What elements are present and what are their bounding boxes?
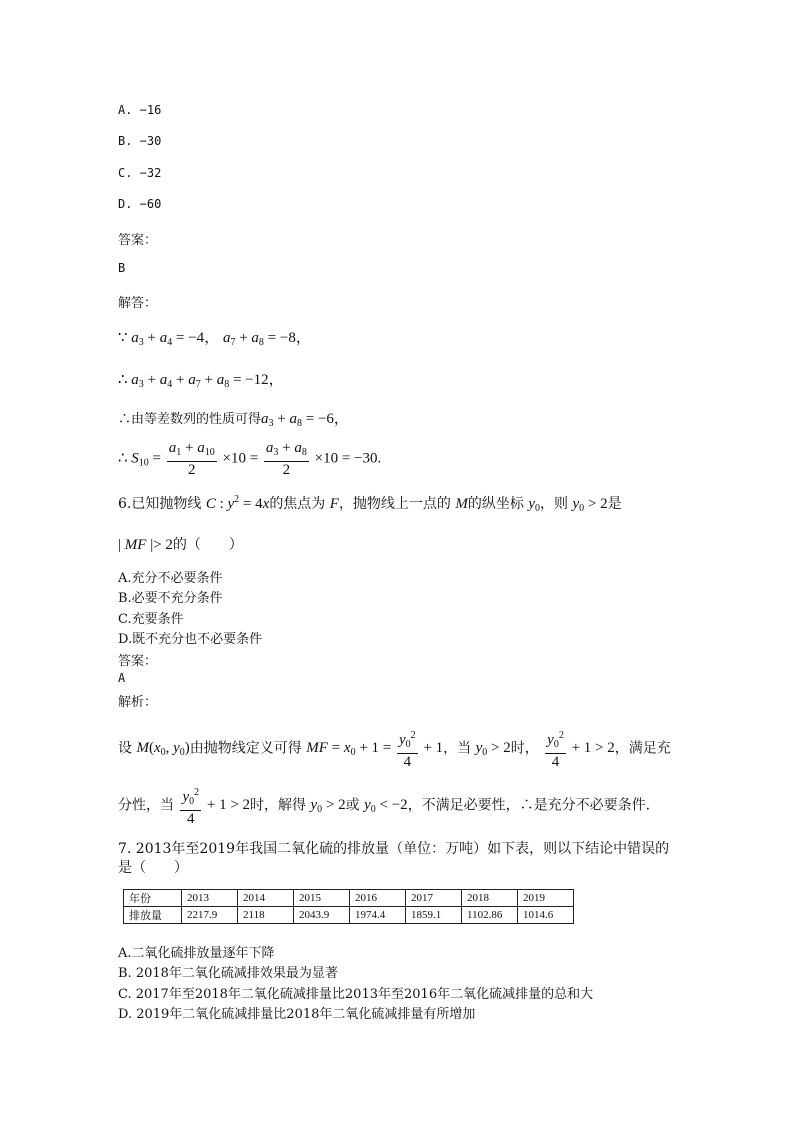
solution-step-1: ∵ $a_3 + a_4 = -4$， $a_7 + a_8 = -8$，	[118, 330, 311, 348]
option-b: B. −30	[118, 134, 162, 148]
table-cell: 2019	[518, 890, 574, 907]
question-7-stem-line-2: 是（ ）	[118, 860, 188, 876]
q6-answer-value: A	[118, 671, 126, 685]
option-d: D. −60	[118, 197, 162, 211]
table-header-cell: 排放量	[124, 907, 182, 924]
q6-option-a: A.充分不必要条件	[118, 571, 223, 586]
q7-option-b: B. 2018年二氧化硫减排效果最为显著	[118, 966, 338, 981]
emission-table	[123, 889, 574, 924]
table-cell: 2013	[182, 890, 238, 907]
q7-option-a: A.二氧化硫排放量逐年下降	[118, 946, 275, 961]
question-7-stem: 7. 2013年至2019年我国二氧化硫的排放量（单位：万吨）如下表，则以下结论中错误的	[118, 841, 670, 857]
answer-value: B	[118, 261, 126, 275]
table-cell: 2014	[238, 890, 294, 907]
solution-step-3: ∴由等差数列的性质可得$a_3 + a_8 = -6$，	[118, 411, 349, 429]
q6-option-c: C.充要条件	[118, 612, 184, 627]
q6-analysis-line-2: 分性，当 $\frac{y_0^2}{4}$ + 1 > 2时，解得 $y_0 > 2$或 $y_0 < -2$，不满足必要性，∴是充分不必要条件.	[118, 787, 651, 827]
table-cell: 2017	[406, 890, 462, 907]
table-cell: 1859.1	[406, 907, 462, 924]
table-cell: 2018	[462, 890, 518, 907]
q6-option-d: D.既不充分也不必要条件	[118, 632, 263, 647]
table-cell: 2043.9	[294, 907, 350, 924]
q6-analysis-label: 解析：	[118, 695, 158, 710]
table-cell: 1974.4	[350, 907, 406, 924]
table-cell: 2217.9	[182, 907, 238, 924]
table-row	[124, 890, 574, 907]
question-6-stem: 6.已知抛物线 C : $y^2 = 4x$的焦点为 F，抛物线上一点的 M的纵坐标 $y_0$，则 $y_0 > 2$是	[118, 494, 622, 514]
q6-analysis-line-1: 设 $M(x_0$, $y_0$)由抛物线定义可得 MF = $x_0 + 1$ = $\frac{y_0^2}{4}$ + 1，当 $y_0 > 2$时， $\frac{y_0^2}{4}$ + 1 > 2，满足充	[118, 730, 671, 770]
option-c: C. −32	[118, 166, 162, 180]
solution-step-2: ∴ $a_3 + a_4 + a_7 + a_8 = -12$，	[118, 372, 284, 390]
table-cell: 1014.6	[518, 907, 574, 924]
answer-label: 答案：	[118, 233, 158, 248]
solution-step-4: ∴ $S_{10}$ = $\frac{a_1 + a_{10}}{2}$ ×10 = $\frac{a_3 + a_8}{2}$ ×10 = −30.	[118, 440, 382, 478]
option-a: A. −16	[118, 103, 162, 117]
table-cell: 2015	[294, 890, 350, 907]
table-cell: 2118	[238, 907, 294, 924]
q6-option-b: B.必要不充分条件	[118, 591, 223, 606]
q7-option-c: C. 2017年至2018年二氧化硫减排量比2013年至2016年二氧化硫减排量的总和大	[118, 987, 594, 1002]
q7-option-d: D. 2019年二氧化硫减排量比2018年二氧化硫减排量有所增加	[118, 1007, 476, 1022]
table-header-cell: 年份	[124, 890, 182, 907]
table-cell: 1102.86	[462, 907, 518, 924]
table-cell: 2016	[350, 890, 406, 907]
question-6-stem-line-2: | MF |> 2的（ ）	[118, 537, 243, 553]
q6-answer-label: 答案：	[118, 654, 158, 669]
table-row	[124, 907, 574, 924]
solution-label: 解答：	[118, 296, 158, 311]
